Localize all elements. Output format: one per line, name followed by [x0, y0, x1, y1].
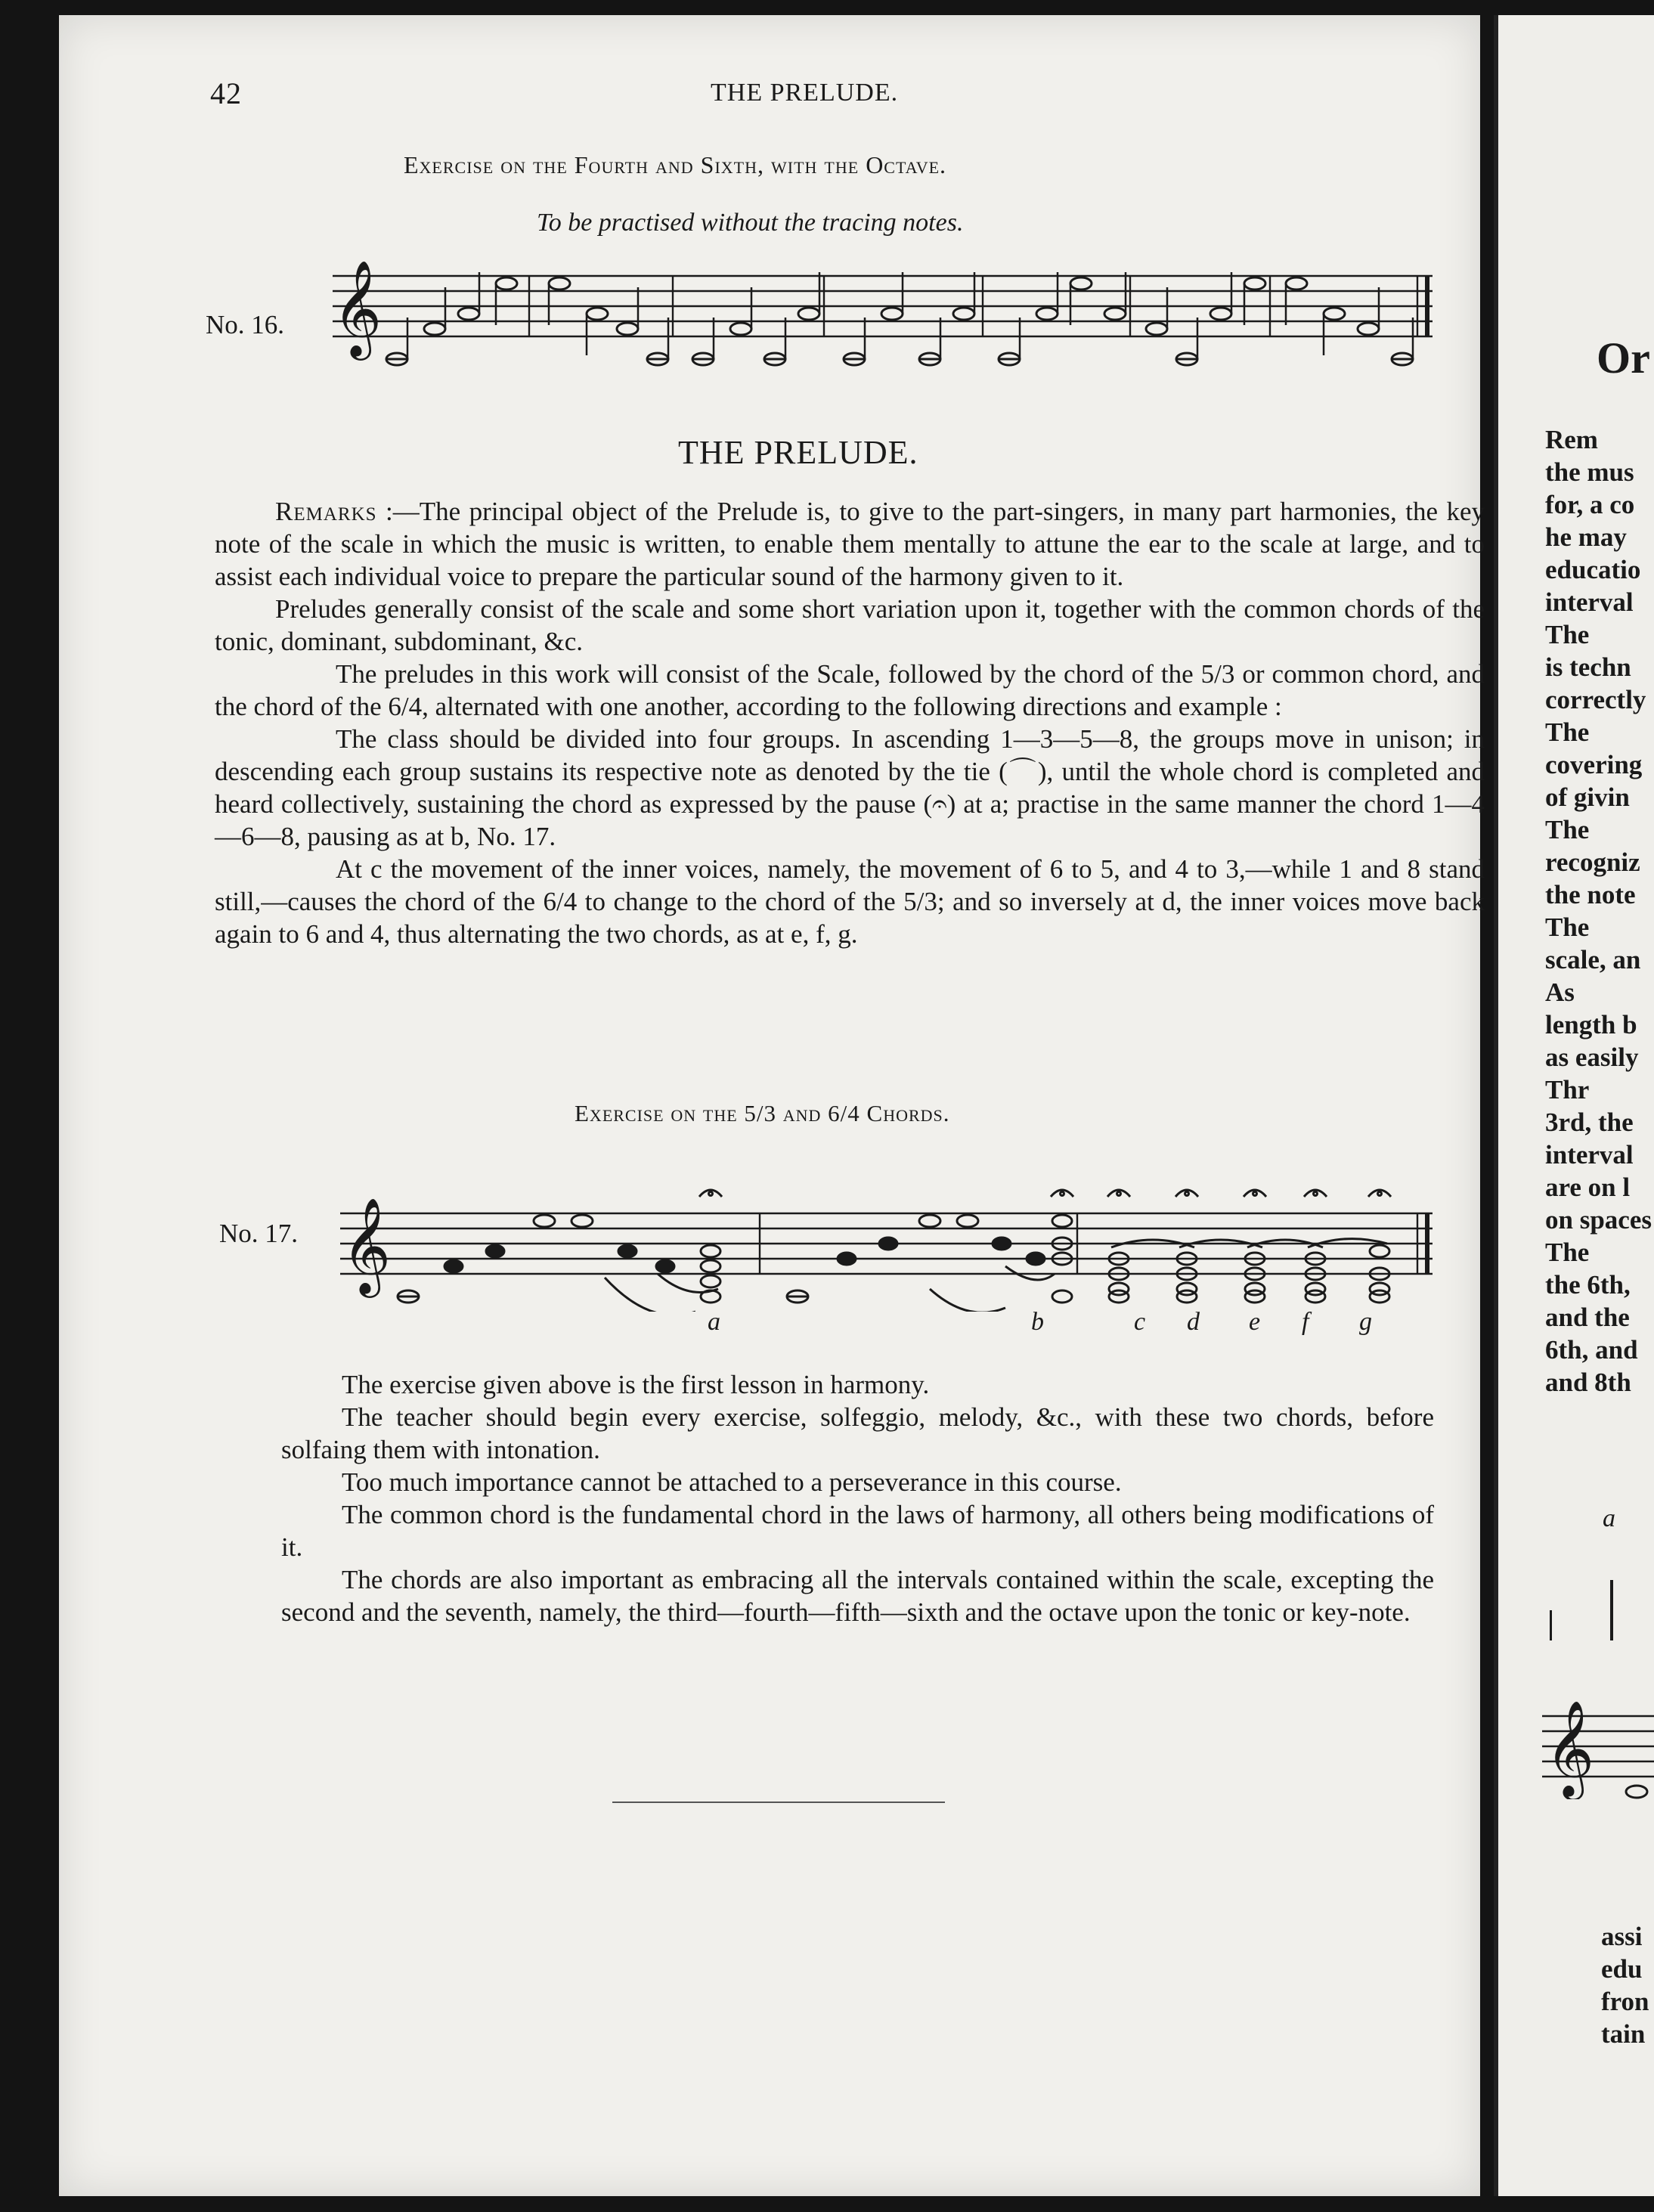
facing-line: interval	[1545, 587, 1634, 617]
facing-line: length b	[1545, 1010, 1637, 1039]
facing-line: the 6th,	[1545, 1270, 1631, 1300]
facing-line: Rem	[1545, 425, 1598, 454]
exercise-16-heading: Exercise on the Fourth and Sixth, with the Octave.	[404, 151, 947, 178]
facing-line: the note	[1545, 880, 1636, 909]
facing-line: interval	[1545, 1140, 1634, 1170]
intervals-paragraph: The chords are also important as embracing all the intervals contained within the scale, excepting the second and the seventh, namely, the third—fourth—fifth—sixth and the octave upon the tonic or key-note.	[281, 1565, 1434, 1627]
class-groups-paragraph: The class should be divided into four groups. In ascending 1—3—5—8, the groups move in unison; in descending each group sustains its respective note as denoted by the tie (⌒), until the whole chord is completed and heard collectively, sustaining the chord as expressed by the pause (𝄐) at a; practise in the same manner the chord 1—4—6—8, pausing as at b, No. 17.	[215, 724, 1485, 851]
facing-line: The	[1545, 1238, 1590, 1267]
end-rule	[612, 1802, 945, 1803]
facing-barline-1	[1550, 1610, 1552, 1640]
chord-label-d: d	[1187, 1308, 1200, 1336]
chord-label-f: f	[1302, 1308, 1309, 1336]
facing-bottom-line: fron	[1601, 1987, 1649, 2016]
teacher-paragraph: The teacher should begin every exercise, solfeggio, melody, &c., with these two chords, before solfaing them with intonation.	[281, 1402, 1434, 1464]
facing-barline-2	[1610, 1580, 1613, 1640]
facing-bottom-line: edu	[1601, 1954, 1643, 1984]
chord-label-c: c	[1134, 1308, 1146, 1336]
section-title: THE PRELUDE.	[678, 434, 918, 471]
importance-paragraph: Too much importance cannot be attached to a perseverance in this course.	[342, 1467, 1122, 1497]
facing-line: The	[1545, 620, 1590, 649]
facing-text-column	[1545, 423, 1654, 1399]
facing-line: on spaces	[1545, 1205, 1652, 1235]
inner-voices-paragraph: At c the movement of the inner voices, namely, the movement of 6 to 5, and 4 to 3,—while 1 and 8 stand still,—causes the chord of the 6/4 to change to the chord of the 5/3; and so inversely at d, the inner voices move back again to 6 and 4, thus alternating the two chords, as at e, f, g.	[215, 854, 1485, 949]
svg-text:𝄞: 𝄞	[342, 1197, 392, 1293]
chord-label-a: a	[708, 1308, 720, 1336]
staff-exercise-16	[317, 261, 1436, 382]
facing-line: and 8th	[1545, 1368, 1631, 1397]
exercise-16-label: No. 16.	[206, 310, 285, 339]
remarks-text: :—The principal object of the Prelude is, to give to the part-singers, in many part harmonies, the key note of the scale in which the music is written, to enable them mentally to attune the ear to the scale at large, and to assist each individual voice to prepare the particular sound of the harmony given to it.	[215, 497, 1485, 591]
preludes-paragraph: Preludes generally consist of the scale and some short variation upon it, together with the common chords of the tonic, dominant, subdominant, &c.	[215, 594, 1485, 656]
facing-heading-fragment: Or	[1597, 333, 1650, 383]
facing-bottom-lines	[1601, 1920, 1649, 2050]
facing-line: 6th, and	[1545, 1335, 1638, 1365]
facing-staff	[1542, 1686, 1654, 1799]
facing-bottom-line: assi	[1601, 1922, 1643, 1951]
common-chord-paragraph: The common chord is the fundamental chord in the laws of harmony, all others being modifications of it.	[281, 1500, 1434, 1562]
running-head: THE PRELUDE.	[711, 79, 899, 107]
facing-line: The	[1545, 717, 1590, 747]
chord-label-e: e	[1249, 1308, 1261, 1336]
facing-line: are on l	[1545, 1173, 1631, 1202]
first-lesson-paragraph: The exercise given above is the first lesson in harmony.	[342, 1370, 930, 1399]
preludes-work-paragraph: The preludes in this work will consist of the Scale, followed by the chord of the 5/3 or common chord, and the chord of the 6/4, alternated with one another, according to the following directions and example :	[215, 659, 1485, 721]
closing-paragraphs	[281, 1368, 1434, 1628]
facing-label-a: a	[1603, 1504, 1615, 1532]
page-number: 42	[210, 76, 242, 110]
remarks-paragraph	[215, 495, 1485, 950]
facing-line: scale, an	[1545, 945, 1641, 974]
facing-line: he may	[1545, 522, 1627, 552]
page-gutter	[1494, 15, 1498, 2196]
facing-line: As	[1545, 977, 1575, 1007]
svg-text:𝄞: 𝄞	[333, 261, 383, 356]
facing-bottom-line: tain	[1601, 2019, 1646, 2049]
facing-line: covering	[1545, 750, 1643, 779]
facing-line: correctly	[1545, 685, 1646, 714]
remarks-lead: Remarks	[275, 497, 377, 526]
facing-line: of givin	[1545, 782, 1630, 812]
exercise-17-label: No. 17.	[219, 1219, 299, 1248]
chord-label-g: g	[1359, 1308, 1372, 1336]
staff-exercise-17	[325, 1176, 1436, 1312]
facing-line: The	[1545, 815, 1590, 844]
facing-line: Thr	[1545, 1075, 1590, 1104]
facing-line: for, a co	[1545, 490, 1635, 519]
facing-line: The	[1545, 912, 1590, 942]
exercise-16-subheading: To be practised without the tracing notes.	[537, 209, 964, 237]
facing-line: and the	[1545, 1303, 1630, 1332]
facing-line: recogniz	[1545, 847, 1640, 877]
facing-line: is techn	[1545, 652, 1631, 682]
exercise-17-heading: Exercise on the 5/3 and 6/4 Chords.	[575, 1100, 950, 1126]
chord-label-b: b	[1031, 1308, 1044, 1336]
facing-line: the mus	[1545, 457, 1634, 487]
svg-text:𝄞: 𝄞	[1545, 1699, 1595, 1796]
facing-line: educatio	[1545, 555, 1641, 584]
facing-line: as easily	[1545, 1042, 1639, 1072]
facing-line: 3rd, the	[1545, 1108, 1634, 1137]
